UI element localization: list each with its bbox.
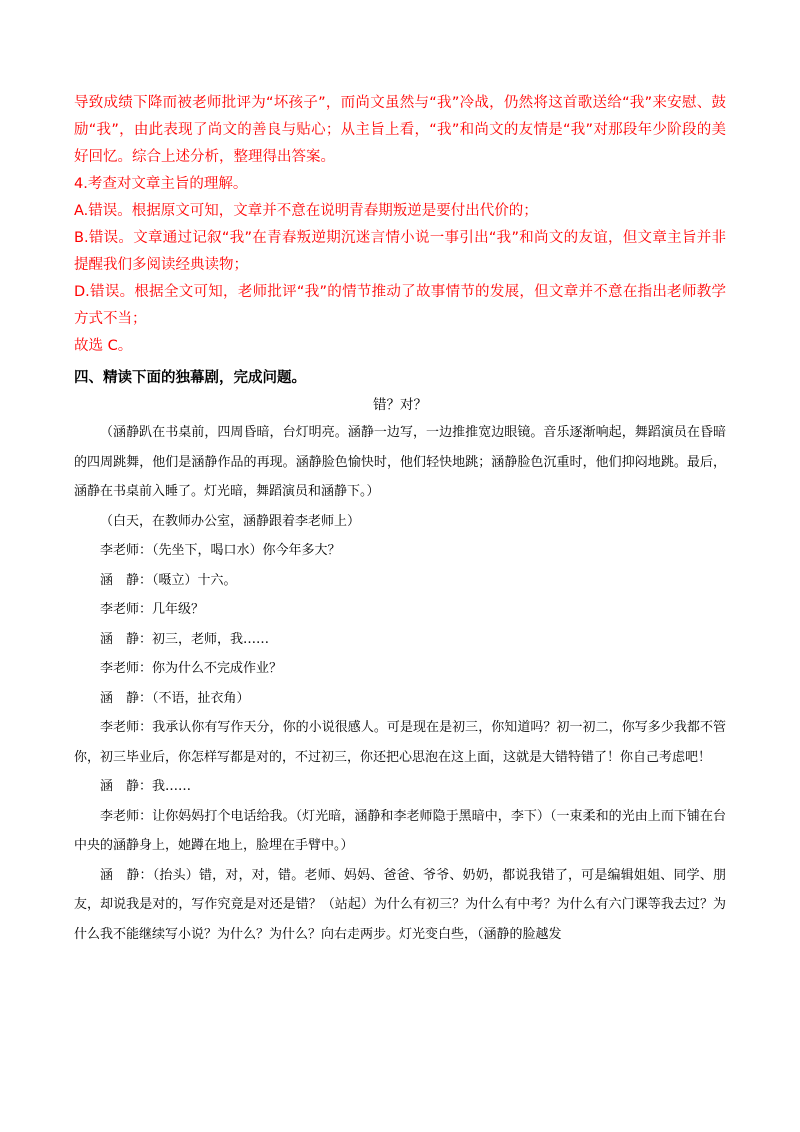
- play-text: [74, 418, 726, 949]
- document-page: [74, 90, 726, 949]
- dialogue-line: 涵 静：（嗫立）十六。: [100, 572, 237, 588]
- dialogue-line: 李老师：我承认你有写作天分，你的小说很感人。可是现在是初三，你知道吗？初一初二，你写多少我都不管你，初三毕业后，你怎样写都是对的，不过初三，你还把心思泡在这上面，这就是大错特错了！你自己考虑吧！: [74, 720, 726, 765]
- section-heading: 四、精读下面的独幕剧，完成问题。: [74, 370, 306, 386]
- option-a-explanation: A.错误。根据原文可知，文章并不意在说明青春期叛逆是要付出代价的；: [74, 203, 538, 219]
- dialogue-line: 涵 静：（抬头）错，对，对，错。老师、妈妈、爸爸、爷爷、奶奶，都说我错了，可是编辑姐姐、同学、朋友，却说我是对的，写作究竟是对还是错？（站起）为什么有初三？为什么有中考？为什么有六门课等我去过？为什么我不能继续写小说？为什么？为什么？向右走两步。灯光变白些，（涵静的脸越发: [74, 867, 726, 942]
- option-b-explanation: B.错误。文章通过记叙“我”在青春叛逆期沉迷言情小说一事引出“我”和尚文的友谊，但文章主旨并非提醒我们多阅读经典读物；: [74, 230, 726, 273]
- option-d-explanation: D.错误。根据全文可知，老师批评“我”的情节推动了故事情节的发展，但文章并不意在指出老师教学方式不当；: [74, 284, 726, 327]
- stage-direction: （涵静趴在书桌前，四周昏暗，台灯明亮。涵静一边写，一边推推宽边眼镜。音乐逐渐响起，舞蹈演员在昏暗的四周跳舞，他们是涵静作品的再现。涵静脸色愉快时，他们轻快地跳；涵静脸色沉重时，他们抑闷地跳。最后，涵静在书桌前入睡了。灯光暗，舞蹈演员和涵静下。）: [74, 425, 726, 499]
- question-4-explanation: 4.考查对文章主旨的理解。: [74, 176, 248, 192]
- play-title: 错？对？: [373, 397, 427, 413]
- dialogue-line: 涵 静：我……: [100, 779, 192, 794]
- analysis-paragraph: 导致成绩下降而被老师批评为“坏孩子”，而尚文虽然与“我”冷战，仍然将这首歌送给“我”来安慰、鼓励“我”，由此表现了尚文的善良与贴心；从主旨上看，“我”和尚文的友情是“我”对那段年少阶段的美好回忆。综合上述分析，整理得出答案。: [74, 95, 726, 165]
- dialogue-line: 涵 静：（不语，扯衣角）: [100, 690, 250, 706]
- dialogue-line: 李老师：让你妈妈打个电话给我。（灯光暗，涵静和李老师隐于黑暗中，李下）（一束柔和的光由上而下铺在台中央的涵静身上，她蹲在地上，脸埋在手臂中。）: [74, 808, 726, 853]
- answer-analysis: [74, 90, 726, 360]
- dialogue-line: 李老师：几年级？: [100, 602, 205, 617]
- stage-direction: （白天，在教师办公室，涵静跟着李老师上）: [100, 513, 361, 529]
- answer-choice: 故选 C。: [74, 338, 133, 354]
- dialogue-line: 涵 静：初三，老师，我……: [100, 631, 270, 647]
- dialogue-line: 李老师：你为什么不完成作业？: [100, 661, 283, 676]
- dialogue-line: 李老师：（先坐下，喝口水）你今年多大？: [100, 543, 341, 558]
